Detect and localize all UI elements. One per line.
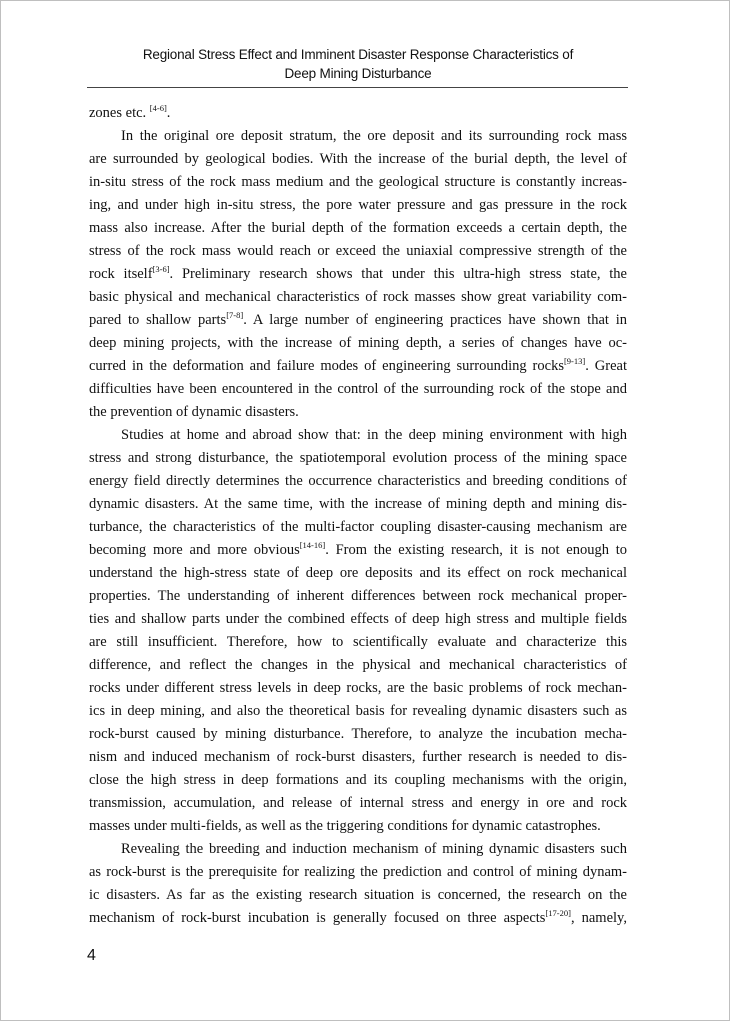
header-title-line-2: Deep Mining Disturbance (284, 66, 432, 81)
text-line (89, 194, 627, 217)
line-text: . Great (585, 358, 627, 374)
text-line (89, 355, 627, 378)
line-text: , namely, (570, 910, 627, 926)
header-title-line-1: Regional Stress Effect and Imminent Disaster Response Characteristics of (142, 47, 574, 62)
line-text: rock itself (89, 266, 153, 282)
text-line (89, 907, 627, 930)
line-text: In the original ore deposit stratum, the ore deposit and its surrounding rock mass (121, 128, 627, 144)
line-text: ties and shallow parts under the combined effects of deep high stress and multiple fields (89, 611, 627, 627)
text-line (89, 493, 627, 516)
line-text: mass also increase. After the burial depth of the formation exceeds a certain depth, the (89, 220, 627, 236)
line-text: difficulties have been encountered in the control of the surrounding rock of the stope and (89, 381, 627, 397)
text-line (89, 723, 627, 746)
text-line (89, 447, 627, 470)
citation: [17-20] (545, 908, 571, 918)
text-line (89, 562, 627, 585)
line-text: turbance, the characteristics of the multi-factor coupling disaster-causing mechanism are (89, 519, 627, 535)
citation: [9-13] (563, 356, 586, 366)
text-line (89, 769, 627, 792)
text-line (89, 539, 627, 562)
citation: [14-16] (299, 540, 326, 550)
line-text: masses under multi-fields, as well as the triggering conditions for dynamic catastrophes. (89, 818, 601, 834)
line-text: close the high stress in deep formations and its coupling mechanisms with the origin, (89, 772, 627, 788)
running-header (89, 45, 627, 83)
text-line (89, 631, 627, 654)
line-text: properties. The understanding of inherent differences between rock mechanical proper- (89, 588, 627, 604)
text-line (89, 148, 627, 171)
line-text: in-situ stress of the rock mass medium and the geological structure is constantly increas- (89, 174, 627, 190)
citation: [3-6] (152, 264, 170, 274)
line-text: the prevention of dynamic disasters. (89, 404, 299, 420)
line-text: . From the existing research, it is not enough to (325, 542, 627, 558)
line-text: . (166, 105, 171, 121)
text-line (89, 309, 627, 332)
line-text: are still insufficient. Therefore, how to scientifically evaluate and characterize this (89, 634, 627, 650)
text-line (89, 424, 627, 447)
text-line (89, 654, 627, 677)
line-text: understand the high-stress state of deep ore deposits and its effect on rock mechanical (89, 565, 627, 581)
line-text: curred in the deformation and failure modes of engineering surrounding rocks (89, 358, 564, 374)
line-text: as rock-burst is the prerequisite for realizing the prediction and control of mining dynam- (89, 864, 627, 880)
line-text: deep mining projects, with the increase of mining depth, a series of changes have oc- (89, 335, 627, 351)
text-line (89, 240, 627, 263)
line-text: becoming more and more obvious (89, 542, 300, 558)
header-rule (87, 87, 628, 88)
line-text: pared to shallow parts (89, 312, 227, 328)
citation: [4-6] (149, 103, 167, 113)
line-text: rocks under different stress levels in deep rocks, are the basic problems of rock mechan- (89, 680, 627, 696)
line-text: Revealing the breeding and induction mechanism of mining dynamic disasters such (121, 841, 627, 857)
line-text: ic disasters. As far as the existing research situation is concerned, the research on the (89, 887, 627, 903)
text-line (89, 746, 627, 769)
line-text: stress of the rock mass would reach or exceed the uniaxial compressive strength of the (89, 243, 627, 259)
line-text: . A large number of engineering practices have shown that in (243, 312, 627, 328)
text-line (89, 884, 627, 907)
text-line (89, 608, 627, 631)
text-line (89, 838, 627, 861)
line-text: difference, and reflect the changes in the physical and mechanical characteristics of (89, 657, 627, 673)
page-number: 4 (87, 947, 96, 964)
text-line (89, 700, 627, 723)
line-text: mechanism of rock-burst incubation is generally focused on three aspects (89, 910, 546, 926)
text-line (89, 861, 627, 884)
line-text: dynamic disasters. At the same time, with the increase of mining depth and mining dis- (89, 496, 627, 512)
line-text: basic physical and mechanical characteristics of rock masses show great variability com- (89, 289, 627, 305)
line-text: nism and induced mechanism of rock-burst disasters, further research is needed to dis- (89, 749, 627, 765)
text-line (89, 516, 627, 539)
line-text: energy field directly determines the occurrence characteristics and breeding conditions of (89, 473, 627, 489)
text-line (89, 815, 627, 838)
line-text: ics in deep mining, and also the theoretical basis for revealing dynamic disasters such as (89, 703, 627, 719)
line-text: transmission, accumulation, and release of internal stress and energy in ore and rock (89, 795, 627, 811)
line-text: ing, and under high in-situ stress, the pore water pressure and gas pressure in the rock (89, 197, 627, 213)
text-line (89, 470, 627, 493)
line-text: . Preliminary research shows that under this ultra-high stress state, the (169, 266, 627, 282)
text-line (89, 171, 627, 194)
line-text: are surrounded by geological bodies. With the increase of the burial depth, the level of (89, 151, 627, 167)
text-line (89, 286, 627, 309)
text-line (89, 263, 627, 286)
text-line (89, 332, 627, 355)
citation: [7-8] (226, 310, 244, 320)
line-text: Studies at home and abroad show that: in the deep mining environment with high (121, 427, 627, 443)
text-line (89, 125, 627, 148)
line-text: zones etc. (89, 105, 150, 121)
body-text (89, 102, 627, 930)
text-line (89, 401, 627, 424)
line-text: rock-burst caused by mining disturbance. Therefore, to analyze the incubation mecha- (89, 726, 627, 742)
text-line (89, 102, 627, 125)
text-line (89, 585, 627, 608)
text-line (89, 677, 627, 700)
text-line (89, 792, 627, 815)
line-text: stress and strong disturbance, the spatiotemporal evolution process of the mining space (89, 450, 627, 466)
text-line (89, 378, 627, 401)
text-line (89, 217, 627, 240)
